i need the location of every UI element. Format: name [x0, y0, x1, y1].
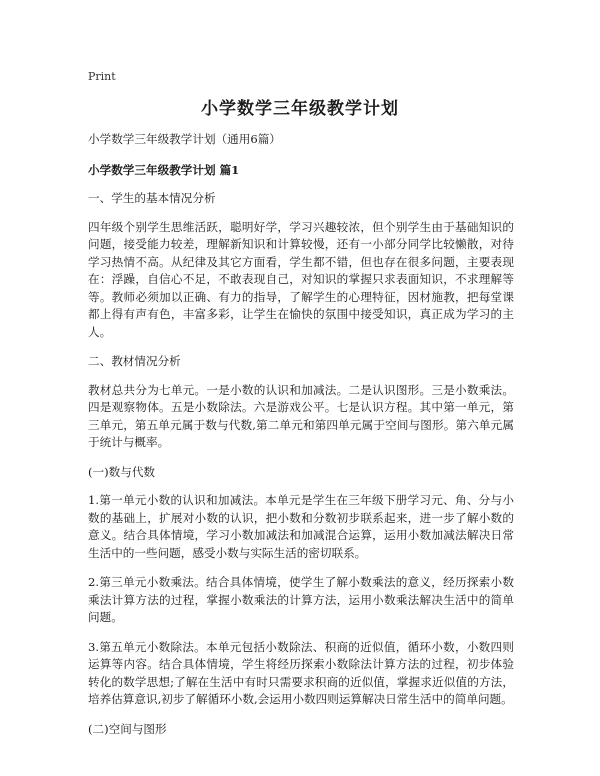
heading-student-analysis: 一、学生的基本情况分析 [88, 191, 216, 205]
page-title: 小学数学三年级教学计划 [201, 99, 399, 119]
paragraph-unit-1: 1.第一单元小数的认识和加减法。本单元是学生在三年级下册学习元、角、分与小数的基础上，扩展对小数的认识，把小数和分数初步联系起来，进一步了解小数的意义。结合具体情境，学习小数加减法和加减混合运算，运用小数加减法解决日常生活中的一些问题，感受小数与实际生活的密切联系。 [88, 493, 514, 560]
paragraph-textbook-overview: 教材总共分为七单元。一是小数的认识和加减法。二是认识图形。三是小数乘法。四是观察物体。五是小数除法。六是游戏公平。七是认识方程。其中第一单元，第三单元，第五单元属于数与代数,第二单元和第四单元属于空间与图形。第六单元属于统计与概率。 [88, 382, 514, 449]
paragraph-student-analysis: 四年级个别学生思维活跃，聪明好学，学习兴趣较浓，但个别学生由于基础知识的问题，接受能力较差，理解新知识和计算较慢，还有一小部分同学比较懒散，对待学习热情不高。从纪律及其它方面看，学生都不错，但也存在很多问题，主要表现在：浮躁，自信心不足，不敢表现自己，对知识的掌握只求表面知识，不求理解等等。教师必须加以正确、有力的指导，了解学生的心理特征，因材施教，把每堂课都上得有声有色，丰富多彩，让学生在愉快的氛围中接受知识，真正成为学习的主人。 [88, 219, 514, 339]
section-title: 小学数学三年级教学计划 篇1 [88, 162, 240, 177]
heading-textbook-analysis: 二、教材情况分析 [88, 354, 181, 368]
subtitle: 小学数学三年级教学计划（通用6篇） [88, 132, 281, 146]
subheading-space-geometry: (二)空间与图形 [88, 721, 167, 736]
paragraph-unit-3: 2.第三单元小数乘法。结合具体情境，使学生了解小数乘法的意义，经历探索小数乘法计算方法的过程，掌握小数乘法的计算方法，运用小数乘法解决生活中的简单问题。 [88, 575, 514, 624]
paragraph-unit-5: 3.第五单元小数除法。本单元包括小数除法、积商的近似值，循环小数，小数四则运算等内容。结合具体情境，学生将经历探索小数除法计算方法的过程，初步体验转化的数学思想;了解在生活中有时只需要求积商的近似值，掌握求近似值的方法，培养估算意识,初步了解循环小数,会运用小数四则运算解决日常生活中的简单问题。 [88, 639, 514, 706]
document-body [88, 131, 514, 749]
subheading-number-algebra: (一)数与代数 [88, 464, 156, 479]
print-label[interactable]: Print [88, 70, 116, 83]
